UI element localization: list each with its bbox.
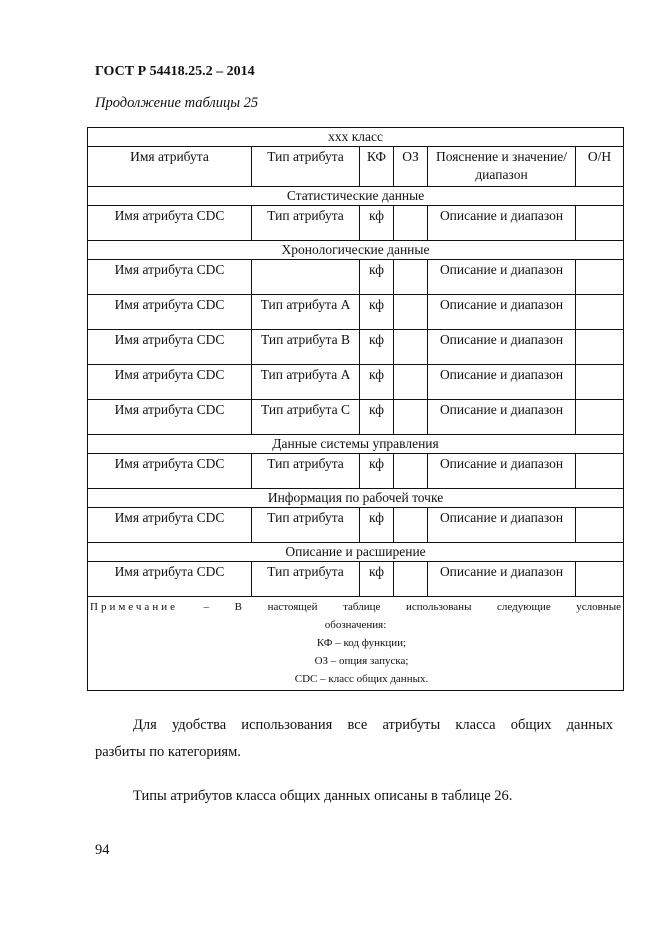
cell-kf: кф xyxy=(360,508,394,543)
cell-kf: кф xyxy=(360,400,394,435)
cell-description: Описание и диапазон xyxy=(428,260,576,295)
table-note xyxy=(88,597,624,691)
body-paragraph-2: Типы атрибутов класса общих данных описаны в таблице 26. xyxy=(133,788,513,804)
cell-oz xyxy=(394,260,428,295)
section-title: Информация по рабочей точке xyxy=(88,489,624,508)
body-paragraph-1 xyxy=(95,712,613,766)
table-row xyxy=(88,508,624,543)
cell-oz xyxy=(394,400,428,435)
table-row xyxy=(88,454,624,489)
cell-on xyxy=(576,400,624,435)
cell-description: Описание и диапазон xyxy=(428,330,576,365)
cell-oz xyxy=(394,330,428,365)
cell-oz xyxy=(394,454,428,489)
table-row xyxy=(88,260,624,295)
cell-on xyxy=(576,330,624,365)
cell-on xyxy=(576,365,624,400)
cell-oz xyxy=(394,206,428,241)
cell-description: Описание и диапазон xyxy=(428,365,576,400)
cell-description: Описание и диапазон xyxy=(428,454,576,489)
note-label: Примечание xyxy=(90,601,178,613)
note-row xyxy=(88,597,624,691)
table-row xyxy=(88,295,624,330)
col-header-on: О/Н xyxy=(576,147,624,187)
cell-name: Имя атрибута CDC xyxy=(88,365,252,400)
col-header-description: Пояснение и значение/диапазон xyxy=(428,147,576,187)
cell-type: Тип атрибута А xyxy=(252,365,360,400)
class-title: ххх класс xyxy=(88,128,624,147)
cell-name: Имя атрибута CDC xyxy=(88,454,252,489)
col-header-name: Имя атрибута xyxy=(88,147,252,187)
body-paragraph-1-line-1: Для удобства использования все атрибуты класса общих данных xyxy=(133,717,613,733)
section-row xyxy=(88,543,624,562)
cell-type: Тип атрибута В xyxy=(252,330,360,365)
cell-name: Имя атрибута CDC xyxy=(88,508,252,543)
cell-description: Описание и диапазон xyxy=(428,206,576,241)
cell-description: Описание и диапазон xyxy=(428,400,576,435)
section-title: Статистические данные xyxy=(88,187,624,206)
col-header-oz: ОЗ xyxy=(394,147,428,187)
cell-kf: кф xyxy=(360,260,394,295)
note-item: CDC – класс общих данных. xyxy=(294,673,429,685)
cell-on xyxy=(576,508,624,543)
cell-type: Тип атрибута xyxy=(252,508,360,543)
table-row xyxy=(88,330,624,365)
cell-kf: кф xyxy=(360,454,394,489)
cell-type: Тип атрибута xyxy=(252,454,360,489)
cell-oz xyxy=(394,562,428,597)
cell-name: Имя атрибута CDC xyxy=(88,295,252,330)
body-paragraph-1-line-2: разбиты по категориям. xyxy=(95,744,241,760)
cell-description: Описание и диапазон xyxy=(428,508,576,543)
note-text: – В настоящей таблице использованы следующие условные xyxy=(203,601,622,613)
page-number: 94 xyxy=(95,842,110,858)
cell-on xyxy=(576,454,624,489)
cell-description: Описание и диапазон xyxy=(428,295,576,330)
header-row xyxy=(88,147,624,187)
note-item: КФ – код функции; xyxy=(316,637,407,649)
cell-on xyxy=(576,562,624,597)
section-title: Хронологические данные xyxy=(88,241,624,260)
table-row xyxy=(88,400,624,435)
cell-kf: кф xyxy=(360,206,394,241)
cell-type: Тип атрибута С xyxy=(252,400,360,435)
cell-oz xyxy=(394,508,428,543)
col-header-type: Тип атрибута xyxy=(252,147,360,187)
cell-name: Имя атрибута CDC xyxy=(88,562,252,597)
cell-kf: кф xyxy=(360,295,394,330)
cell-on xyxy=(576,206,624,241)
section-row xyxy=(88,435,624,454)
section-title: Данные системы управления xyxy=(88,435,624,454)
col-header-kf: КФ xyxy=(360,147,394,187)
cell-oz xyxy=(394,295,428,330)
class-title-row xyxy=(88,128,624,147)
note-line-2: обозначения: xyxy=(324,619,387,631)
cell-kf: кф xyxy=(360,365,394,400)
attributes-table xyxy=(87,127,624,691)
table-row xyxy=(88,206,624,241)
note-line-1 xyxy=(90,598,621,616)
section-row xyxy=(88,187,624,206)
note-item: ОЗ – опция запуска; xyxy=(314,655,409,667)
standard-designation: ГОСТ Р 54418.25.2 – 2014 xyxy=(95,64,255,79)
cell-kf: кф xyxy=(360,562,394,597)
section-row xyxy=(88,241,624,260)
cell-description: Описание и диапазон xyxy=(428,562,576,597)
table-row xyxy=(88,562,624,597)
section-title: Описание и расширение xyxy=(88,543,624,562)
cell-type: Тип атрибута xyxy=(252,206,360,241)
cell-name: Имя атрибута CDC xyxy=(88,206,252,241)
cell-name: Имя атрибута CDC xyxy=(88,400,252,435)
table-row xyxy=(88,365,624,400)
table-continuation-caption: Продолжение таблицы 25 xyxy=(95,95,259,111)
cell-type xyxy=(252,260,360,295)
cell-type: Тип атрибута xyxy=(252,562,360,597)
cell-on xyxy=(576,295,624,330)
cell-on xyxy=(576,260,624,295)
section-row xyxy=(88,489,624,508)
cell-type: Тип атрибута А xyxy=(252,295,360,330)
cell-name: Имя атрибута CDC xyxy=(88,330,252,365)
cell-name: Имя атрибута CDC xyxy=(88,260,252,295)
cell-oz xyxy=(394,365,428,400)
cell-kf: кф xyxy=(360,330,394,365)
